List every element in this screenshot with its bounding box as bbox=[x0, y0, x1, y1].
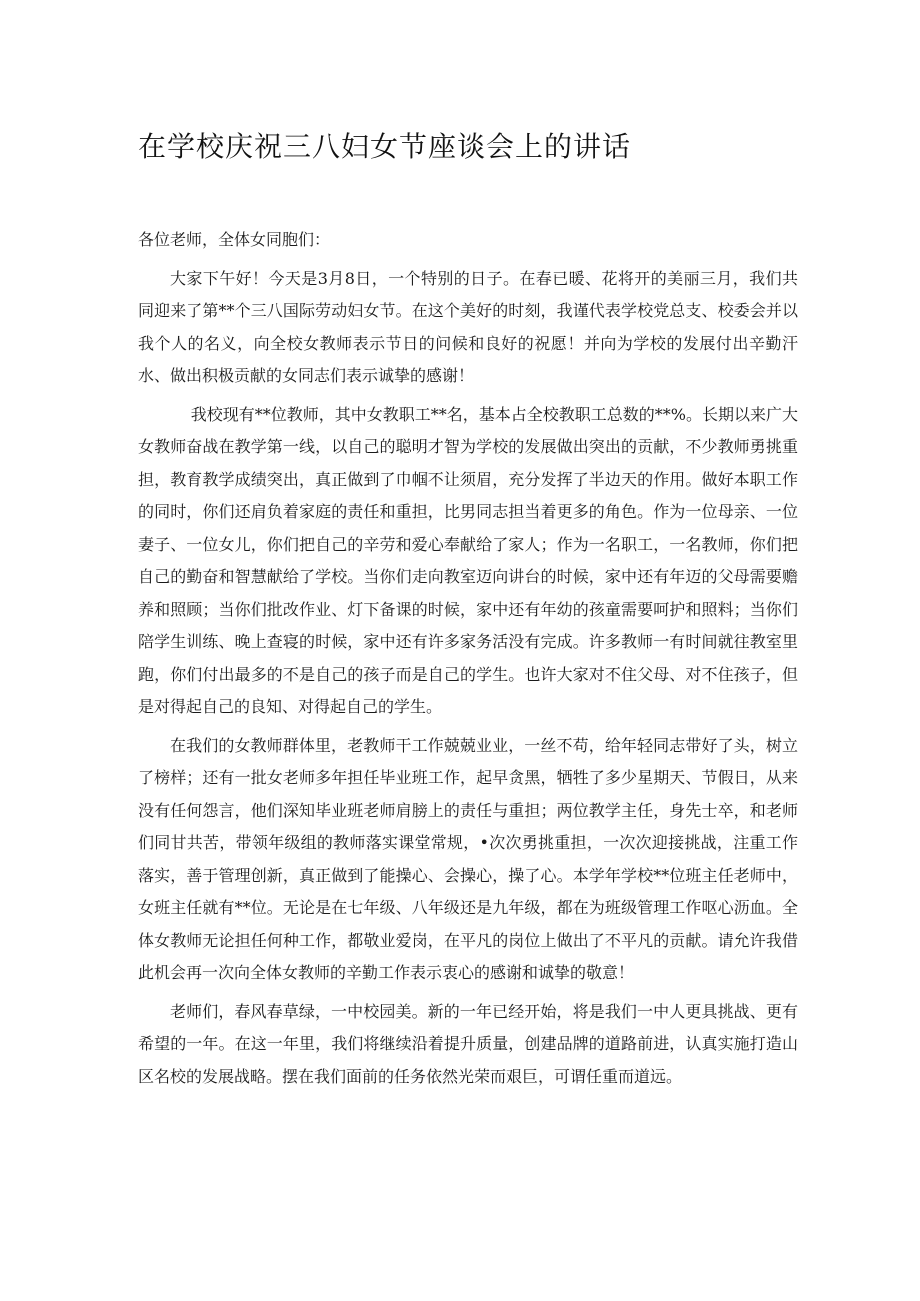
paragraph-teacher-contributions: 我校现有**位教师，其中女教职工**名，基本占全校教职工总数的**%。长期以来广大女教师奋战在教学第一线，以自己的聪明才智为学校的发展做出突出的贡献，不少教师勇挑重担，教育教学成绩突出，真正做到了巾帼不让须眉，充分发挥了半边天的作用。做好本职工作的同时，你们还肩负着家庭的责任和重担，比男同志担当着更多的角色。作为一位母亲、一位妻子、一位女儿，你们把自己的辛劳和爱心奉献给了家人；作为一名职工，一名教师，你们把自己的勤奋和智慧献给了学校。当你们走向教室迈向讲台的时候，家中还有年迈的父母需要赡养和照顾；当你们批改作业、灯下备课的时候，家中还有年幼的孩童需要呵护和照料；当你们陪学生训练、晚上查寝的时候，家中还有许多家务活没有完成。许多教师一有时间就往教室里跑，你们付出最多的不是自己的孩子而是自己的学生。也许大家对不住父母、对不住孩子，但是对得起自己的良知、对得起自己的学生。 bbox=[138, 404, 799, 716]
paragraph-greeting: 大家下午好！今天是3月8日，一个特别的日子。在春已暖、花将开的美丽三月，我们共同迎来了第**个三八国际劳动妇女节。在这个美好的时刻，我谨代表学校党总支、校委会并以我个人的名义，向全校女教师表示节日的问候和良好的祝愿！并向为学校的发展付出辛勤汗水、做出积极贡献的女同志们表示诚挚的感谢！ bbox=[138, 268, 798, 385]
document-body bbox=[138, 224, 798, 1099]
paragraph-new-year-outlook: 老师们，春风春草绿，一中校园美。新的一年已经开始，将是我们一中人更具挑战、更有希望的一年。在这一年里，我们将继续沿着提升质量，创建品牌的道路前进，认真实施打造山区名校的发展战略。摆在我们面前的任务依然光荣而艰巨，可谓任重而道远。 bbox=[138, 1001, 798, 1086]
salutation: 各位老师，全体女同胞们： bbox=[138, 230, 331, 249]
paragraph-teacher-examples: 在我们的女教师群体里，老教师干工作兢兢业业，一丝不苟，给年轻同志带好了头，树立了榜样；还有一批女老师多年担任毕业班工作，起早贪黑，牺牲了多少星期天、节假日，从来没有任何怨言，他们深知毕业班老师肩膀上的责任与重担；两位教学主任，身先士卒，和老师们同甘共苦，带领年级组的教师落实课堂常规，•次次勇挑重担，一次次迎接挑战，注重工作落实，善于管理创新，真正做到了能操心、会操心，操了心。本学年学校**位班主任老师中，女班主任就有**位。无论是在七年级、八年级还是九年级，都在为班级管理工作呕心沥血。全体女教师无论担任何种工作，都敬业爱岗，在平凡的岗位上做出了不平凡的贡献。请允许我借此机会再一次向全体女教师的辛勤工作表示衷心的感谢和诚挚的敬意！ bbox=[138, 735, 798, 982]
document-title: 在学校庆祝三八妇女节座谈会上的讲话 bbox=[138, 130, 632, 163]
